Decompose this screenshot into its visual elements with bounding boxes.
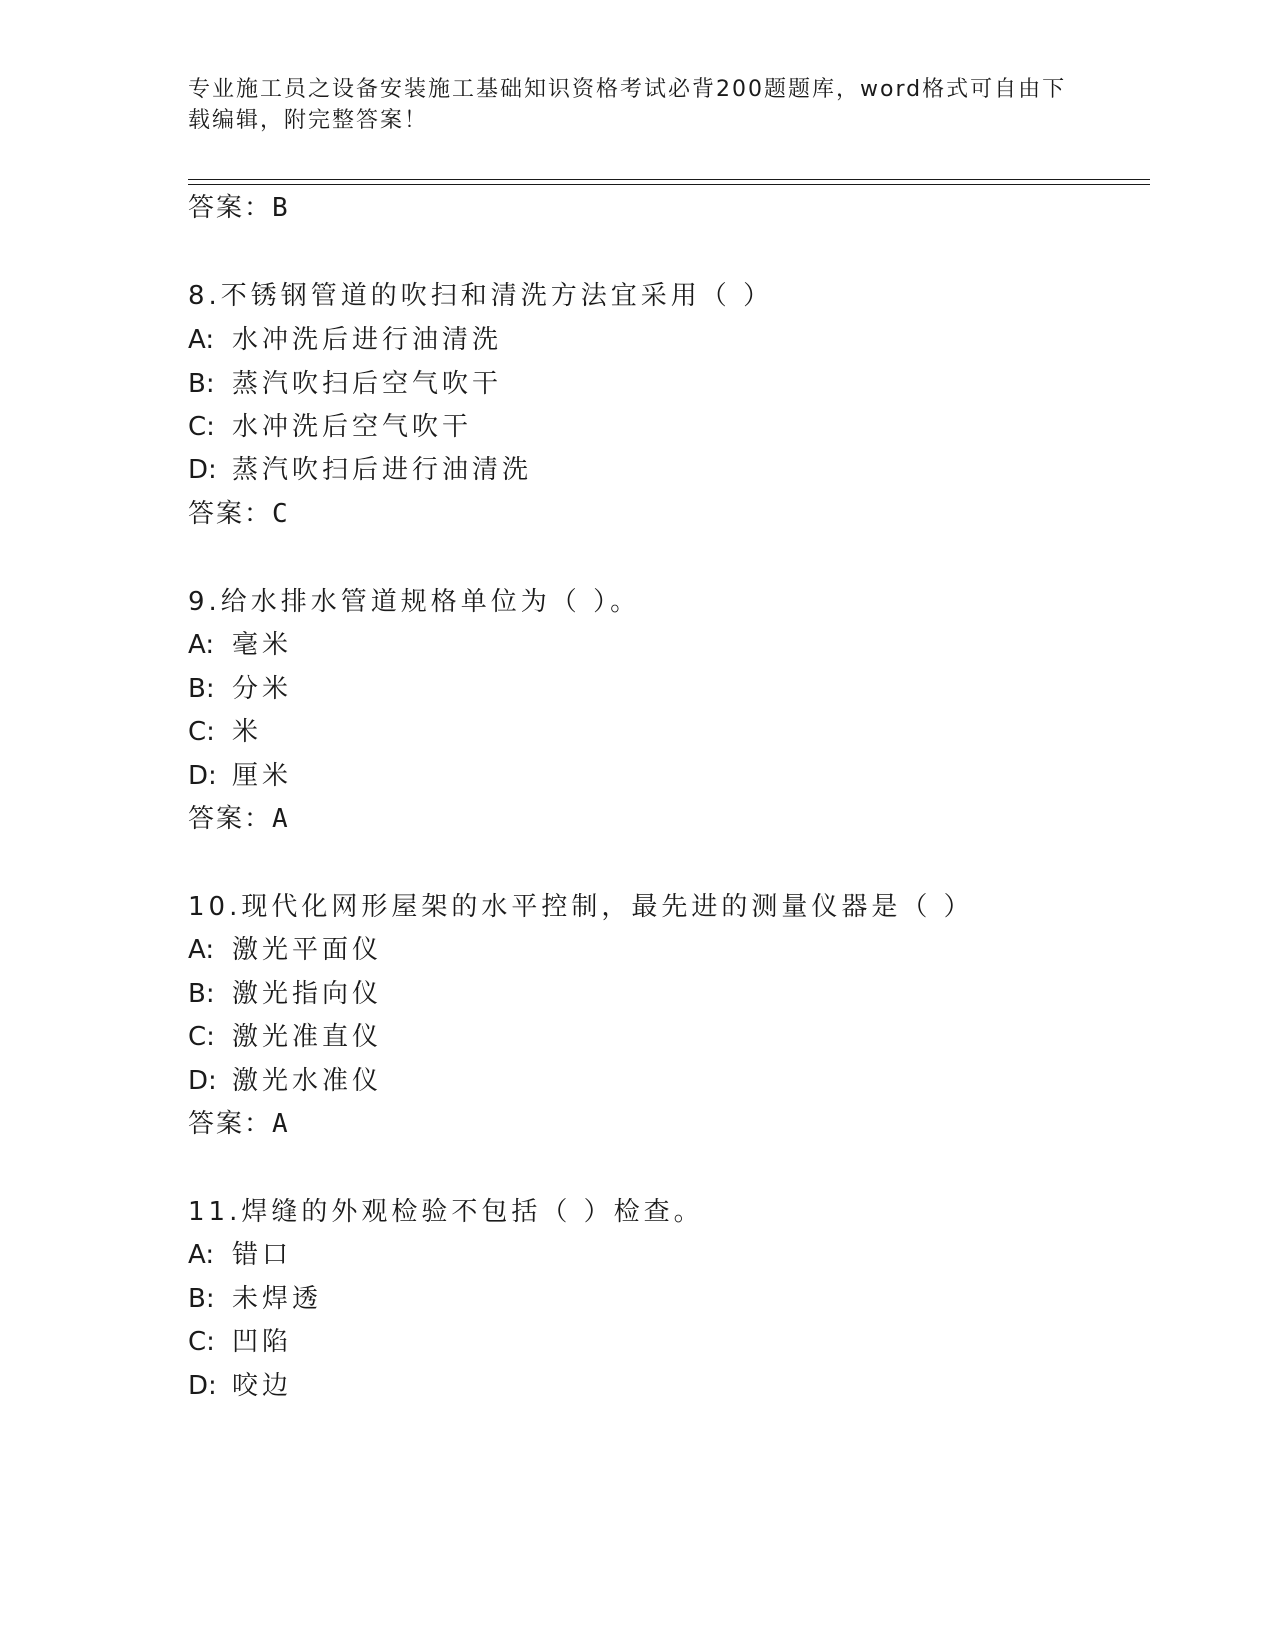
option-a bbox=[188, 629, 292, 661]
option-key: D: bbox=[188, 761, 217, 791]
option-text: 激光准直仪 bbox=[232, 1022, 383, 1052]
answer-value: A bbox=[272, 804, 289, 834]
option-text: 水冲洗后空气吹干 bbox=[232, 412, 473, 442]
option-a bbox=[188, 324, 502, 356]
answer-value: B bbox=[272, 193, 289, 223]
option-key: C: bbox=[188, 1327, 215, 1357]
option-text: 毫米 bbox=[232, 630, 293, 660]
option-key: D: bbox=[188, 1371, 217, 1401]
answer-line bbox=[188, 192, 289, 224]
option-c bbox=[188, 411, 472, 443]
option-text: 水冲洗后进行油清洗 bbox=[232, 325, 503, 355]
answer-label: 答案： bbox=[188, 804, 273, 834]
option-key: D: bbox=[188, 1066, 217, 1096]
option-key: B: bbox=[188, 369, 215, 399]
question-stem: 10.现代化网形屋架的水平控制，最先进的测量仪器是（ ） bbox=[188, 892, 974, 922]
option-d bbox=[188, 760, 292, 792]
option-text: 厘米 bbox=[232, 761, 293, 791]
header-divider-bottom bbox=[188, 184, 1150, 185]
option-text: 错口 bbox=[232, 1240, 293, 1270]
option-text: 咬边 bbox=[232, 1371, 293, 1401]
option-key: B: bbox=[188, 1284, 215, 1314]
document-header: 专业施工员之设备安装施工基础知识资格考试必背200题题库，word格式可自由下载编辑，附完整答案！ bbox=[188, 77, 1067, 133]
option-key: C: bbox=[188, 717, 215, 747]
answer-value: C bbox=[272, 499, 289, 529]
option-text: 激光平面仪 bbox=[232, 935, 383, 965]
option-d bbox=[188, 454, 532, 486]
option-b bbox=[188, 1283, 322, 1315]
answer-line bbox=[188, 803, 289, 835]
answer-value: A bbox=[272, 1109, 289, 1139]
option-key: B: bbox=[188, 674, 215, 704]
option-a bbox=[188, 1239, 292, 1271]
answer-line bbox=[188, 498, 289, 530]
option-c bbox=[188, 1326, 292, 1358]
option-text: 凹陷 bbox=[232, 1327, 293, 1357]
question-stem: 8.不锈钢管道的吹扫和清洗方法宜采用（ ） bbox=[188, 281, 774, 311]
option-c bbox=[188, 716, 262, 748]
answer-label: 答案： bbox=[188, 499, 273, 529]
option-text: 激光指向仪 bbox=[232, 979, 383, 1009]
option-text: 激光水准仪 bbox=[232, 1066, 383, 1096]
option-b bbox=[188, 673, 292, 705]
option-text: 分米 bbox=[232, 674, 293, 704]
answer-line bbox=[188, 1108, 289, 1140]
option-text: 蒸汽吹扫后空气吹干 bbox=[232, 369, 503, 399]
question-stem: 11.焊缝的外观检验不包括（ ）检查。 bbox=[188, 1197, 704, 1227]
option-a bbox=[188, 934, 382, 966]
option-key: B: bbox=[188, 979, 215, 1009]
option-key: A: bbox=[188, 630, 215, 660]
option-key: C: bbox=[188, 1022, 215, 1052]
answer-label: 答案： bbox=[188, 1109, 273, 1139]
option-key: D: bbox=[188, 455, 217, 485]
option-b bbox=[188, 978, 382, 1010]
option-key: A: bbox=[188, 325, 215, 355]
option-b bbox=[188, 368, 502, 400]
option-text: 米 bbox=[232, 717, 263, 747]
option-d bbox=[188, 1370, 292, 1402]
option-text: 蒸汽吹扫后进行油清洗 bbox=[232, 455, 533, 485]
option-key: A: bbox=[188, 1240, 215, 1270]
option-key: A: bbox=[188, 935, 215, 965]
option-d bbox=[188, 1065, 382, 1097]
option-key: C: bbox=[188, 412, 215, 442]
option-c bbox=[188, 1021, 382, 1053]
question-stem: 9.给水排水管道规格单位为（ ）。 bbox=[188, 587, 641, 617]
header-divider-top bbox=[188, 179, 1150, 180]
option-text: 未焊透 bbox=[232, 1284, 323, 1314]
answer-label: 答案： bbox=[188, 193, 273, 223]
